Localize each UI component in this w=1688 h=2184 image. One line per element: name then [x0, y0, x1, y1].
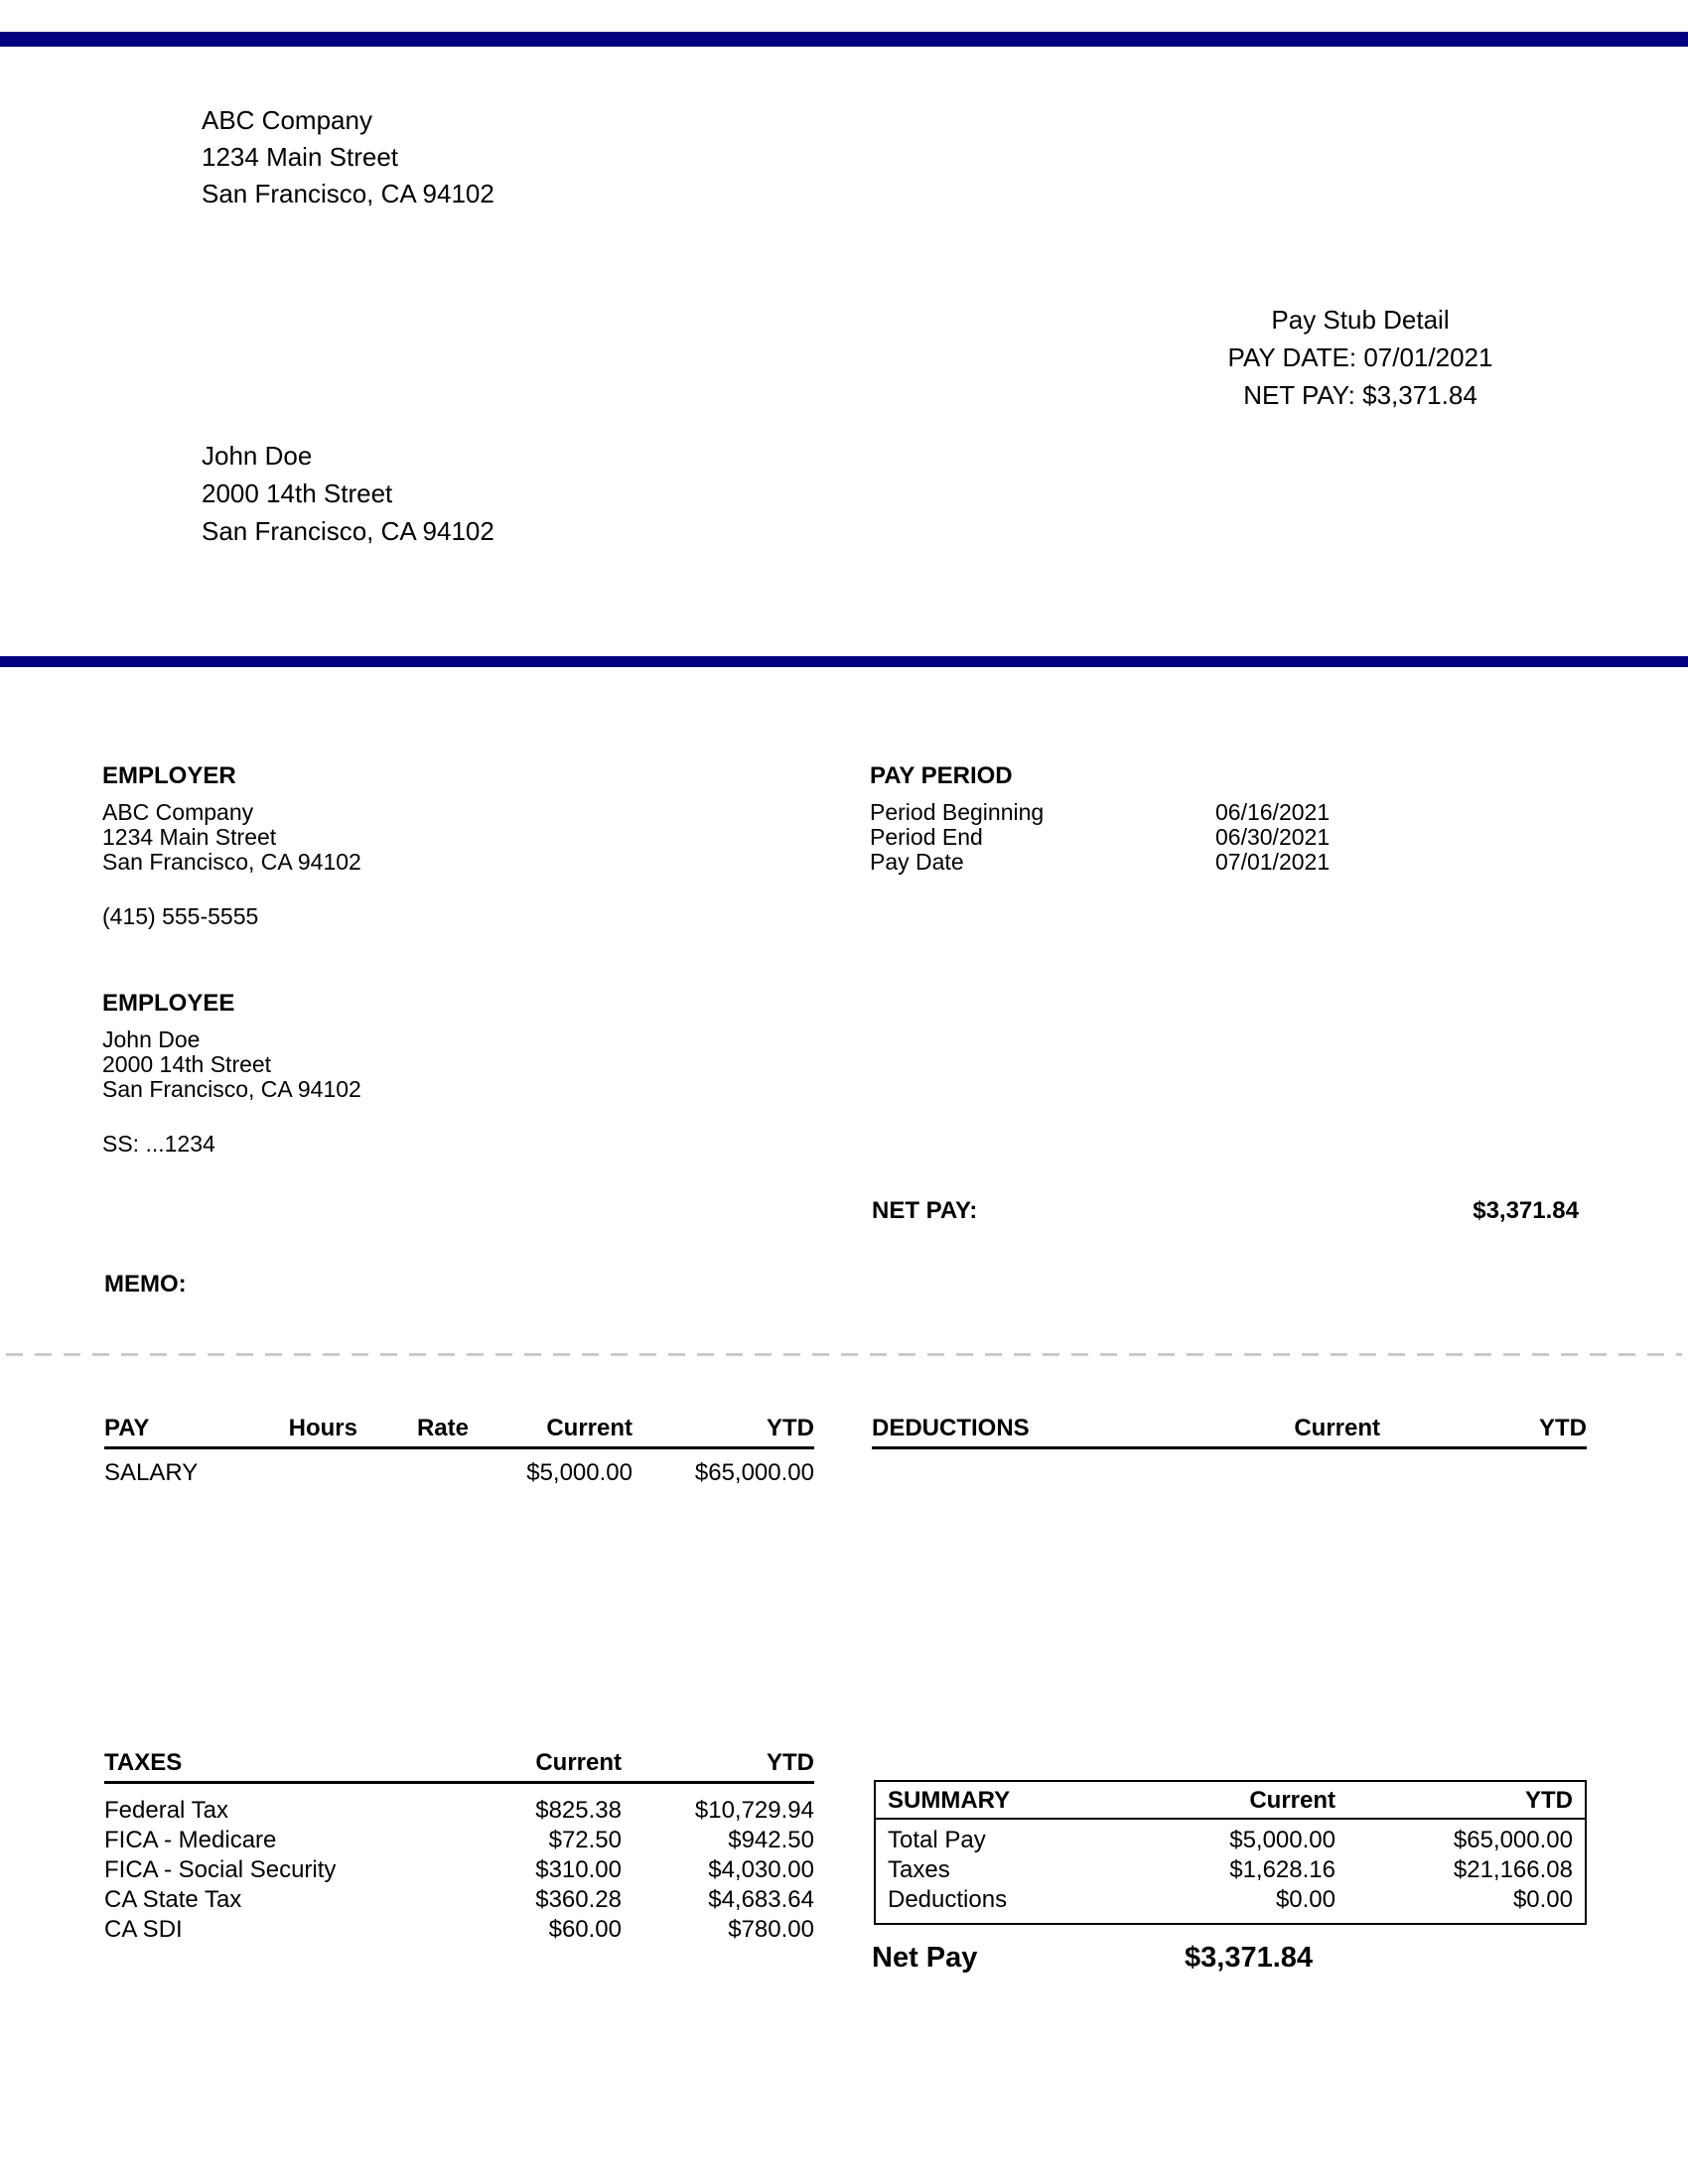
- recipient-city: San Francisco, CA 94102: [202, 516, 494, 546]
- pay-date-value: 07/01/2021: [1215, 849, 1331, 875]
- pay-row-current: $5,000.00: [526, 1459, 633, 1486]
- taxes-col-header: TAXES: [104, 1749, 183, 1776]
- current-col-header: Current: [1294, 1415, 1380, 1441]
- ytd-col-header: YTD: [767, 1415, 814, 1441]
- net-pay-total: [872, 1942, 1313, 1975]
- tax-row-label: FICA - Medicare: [104, 1827, 277, 1853]
- summary-row-label: Total Pay: [888, 1827, 986, 1853]
- employee-section: [102, 990, 361, 1157]
- pay-row-hours: [253, 1458, 357, 1488]
- period-beginning-row: [870, 800, 1587, 825]
- period-beginning-value: 06/16/2021: [1215, 799, 1331, 825]
- period-beginning-label: Period Beginning: [870, 799, 1045, 825]
- employer-street: 1234 Main Street: [102, 824, 277, 850]
- tax-row-ytd: $4,683.64: [708, 1886, 814, 1913]
- recipient-street: 2000 14th Street: [202, 478, 393, 508]
- pay-row-name: SALARY: [104, 1459, 199, 1486]
- tax-row-label: FICA - Social Security: [104, 1856, 337, 1883]
- pay-period-section: [870, 762, 1587, 875]
- table-row: [888, 1826, 1573, 1855]
- period-end-row: [870, 825, 1587, 850]
- table-row: [104, 1885, 814, 1915]
- ytd-col-header: YTD: [767, 1749, 814, 1776]
- pay-date-label: Pay Date: [870, 849, 964, 875]
- company-name: ABC Company: [202, 105, 372, 135]
- table-row: [888, 1885, 1573, 1915]
- table-row: [104, 1826, 814, 1855]
- tax-row-current: $360.28: [535, 1886, 622, 1913]
- employee-heading: EMPLOYEE: [102, 990, 235, 1017]
- summary-row-label: Taxes: [888, 1856, 950, 1883]
- tax-row-label: Federal Tax: [104, 1797, 228, 1824]
- table-row: [104, 1796, 814, 1826]
- summary-row-ytd: $0.00: [1512, 1886, 1573, 1913]
- tax-row-ytd: $10,729.94: [694, 1797, 814, 1824]
- summary-row-current: $1,628.16: [1229, 1856, 1336, 1883]
- summary-row-ytd: $65,000.00: [1453, 1827, 1573, 1853]
- perforation-divider: [6, 1353, 1682, 1356]
- deductions-table: [872, 1415, 1587, 1449]
- tax-row-label: CA State Tax: [104, 1886, 242, 1913]
- section-divider-bar: [0, 656, 1688, 667]
- pay-col-header: PAY: [104, 1415, 150, 1441]
- summary-row-label: Deductions: [888, 1886, 1008, 1913]
- tax-row-label: CA SDI: [104, 1916, 183, 1943]
- table-row: [104, 1855, 814, 1885]
- company-city: San Francisco, CA 94102: [202, 179, 494, 208]
- company-street: 1234 Main Street: [202, 142, 399, 172]
- summary-row-current: $0.00: [1275, 1886, 1336, 1913]
- summary-col-header: SUMMARY: [888, 1787, 1011, 1814]
- paystub-title: Pay Stub Detail: [1271, 305, 1450, 335]
- employer-heading: EMPLOYER: [102, 762, 236, 789]
- deductions-col-header: DEDUCTIONS: [872, 1415, 1030, 1441]
- net-pay-total-label: Net Pay: [872, 1942, 978, 1974]
- paystub-header: [1112, 301, 1609, 414]
- tax-row-current: $825.38: [535, 1797, 622, 1824]
- net-pay-value: $3,371.84: [1473, 1197, 1579, 1224]
- ytd-col-header: YTD: [1539, 1415, 1587, 1441]
- table-row: [104, 1915, 814, 1945]
- tax-row-ytd: $780.00: [728, 1916, 814, 1943]
- current-col-header: Current: [546, 1415, 633, 1441]
- tax-row-ytd: $4,030.00: [708, 1856, 814, 1883]
- summary-table: [874, 1780, 1587, 1925]
- employer-name: ABC Company: [102, 799, 254, 825]
- tax-row-current: $60.00: [548, 1916, 622, 1943]
- table-row: [104, 1458, 814, 1488]
- recipient-address: [202, 437, 494, 550]
- summary-table-header: [876, 1782, 1585, 1820]
- taxes-table: [104, 1749, 814, 1945]
- employee-name: John Doe: [102, 1026, 201, 1052]
- employee-ssn: SS: ...1234: [102, 1131, 215, 1157]
- employer-section: [102, 762, 361, 929]
- summary-row-current: $5,000.00: [1229, 1827, 1336, 1853]
- net-pay-line: NET PAY: $3,371.84: [1243, 380, 1477, 410]
- deductions-table-header: [872, 1415, 1587, 1449]
- summary-row-ytd: $21,166.08: [1453, 1856, 1573, 1883]
- period-end-label: Period End: [870, 824, 983, 850]
- pay-table: [104, 1415, 814, 1488]
- table-row: [888, 1855, 1573, 1885]
- top-accent-bar: [0, 32, 1688, 47]
- employer-city: San Francisco, CA 94102: [102, 849, 361, 875]
- employee-street: 2000 14th Street: [102, 1051, 272, 1077]
- net-pay-summary-row: [872, 1197, 1579, 1225]
- net-pay-label: NET PAY:: [872, 1197, 978, 1224]
- taxes-table-header: [104, 1749, 814, 1784]
- tax-row-current: $72.50: [548, 1827, 622, 1853]
- pay-row-rate: [357, 1458, 469, 1488]
- current-col-header: Current: [1249, 1787, 1336, 1814]
- tax-row-ytd: $942.50: [728, 1827, 814, 1853]
- pay-period-heading: PAY PERIOD: [870, 762, 1013, 789]
- company-address: [202, 102, 494, 212]
- hours-col-header: Hours: [288, 1415, 357, 1441]
- employee-city: San Francisco, CA 94102: [102, 1076, 361, 1102]
- employer-phone: (415) 555-5555: [102, 903, 259, 929]
- rate-col-header: Rate: [416, 1415, 469, 1441]
- net-pay-total-value: $3,371.84: [1185, 1942, 1314, 1974]
- tax-row-current: $310.00: [535, 1856, 622, 1883]
- ytd-col-header: YTD: [1525, 1787, 1573, 1814]
- recipient-name: John Doe: [202, 441, 313, 471]
- pay-row-ytd: $65,000.00: [694, 1459, 814, 1486]
- period-end-value: 06/30/2021: [1215, 824, 1331, 850]
- current-col-header: Current: [535, 1749, 622, 1776]
- memo-label: MEMO:: [104, 1271, 187, 1297]
- pay-date-row: [870, 850, 1587, 875]
- pay-table-header: [104, 1415, 814, 1449]
- pay-date-line: PAY DATE: 07/01/2021: [1227, 342, 1493, 372]
